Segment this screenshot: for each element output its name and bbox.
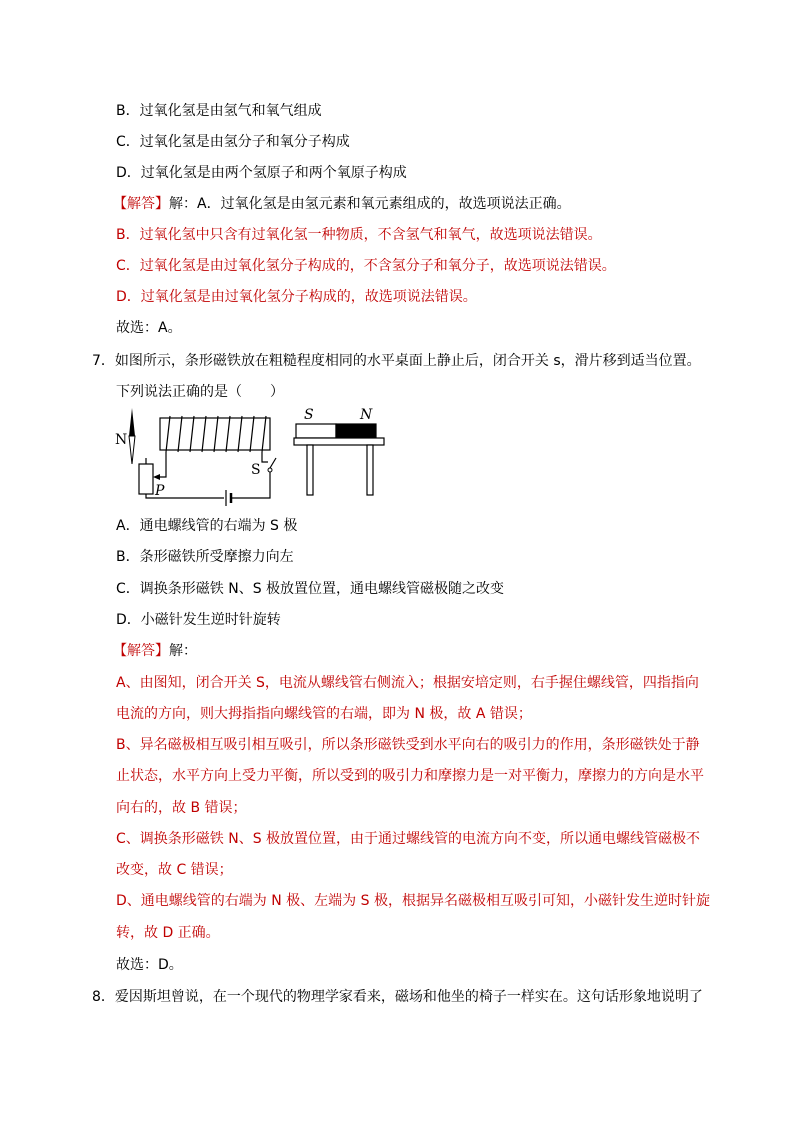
q6-option-b: B．过氧化氢是由氢气和氧气组成	[116, 103, 322, 119]
slider-arrow-icon	[153, 474, 160, 480]
q7-exp-b-2: 止状态，水平方向上受力平衡，所以受到的吸引力和摩擦力是一对平衡力，摩擦力的方向是水平	[116, 768, 704, 784]
q7-answer-head: 解：	[169, 643, 197, 659]
slider-p-label: P	[155, 483, 165, 499]
q6-answer-b: B．过氧化氢中只含有过氧化氢一种物质，不含氢气和氧气，故选项说法错误。	[116, 227, 602, 243]
q6-answer-c: C．过氧化氢是由过氧化氢分子构成的，不含氢分子和氧分子，故选项说法错误。	[116, 258, 616, 274]
q7-exp-c-2: 改变，故 C 错误；	[116, 862, 233, 878]
q7-exp-a-2: 电流的方向，则大拇指指向螺线管的右端，即为 N 极，故 A 错误；	[116, 706, 532, 722]
q7-stem-line-2: 下列说法正确的是（ ）	[116, 384, 284, 400]
q7-exp-b-3: 向右的，故 B 错误；	[116, 800, 247, 816]
q7-circuit-figure	[110, 402, 400, 512]
table	[294, 438, 384, 495]
q6-option-c: C．过氧化氢是由氢分子和氧分子构成	[116, 134, 350, 150]
q7-exp-d-2: 转，故 D 正确。	[116, 925, 220, 941]
rheostat	[139, 464, 153, 494]
battery-icon	[226, 490, 231, 506]
q6-option-d: D．过氧化氢是由两个氢原子和两个氧原子构成	[116, 165, 407, 181]
q7-option-b: B．条形磁铁所受摩擦力向左	[116, 549, 294, 565]
q7-option-c: C．调换条形磁铁 N、S 极放置位置，通电螺线管磁极随之改变	[116, 581, 505, 597]
answer-tag: 【解答】	[113, 196, 169, 212]
q7-exp-d-1: D、通电螺线管的右端为 N 极、左端为 S 极，根据异名磁极相互吸引可知，小磁针发生逆时针旋	[116, 893, 710, 909]
q6-answer-a: 解：A．过氧化氢是由氢元素和氧元素组成的，故选项说法正确。	[169, 196, 571, 212]
magnet-n-label: N	[360, 407, 373, 423]
q7-choice: 故选：D。	[116, 957, 183, 973]
q6-choice: 故选：A。	[116, 320, 182, 336]
q8-stem-line-1: 8．爱因斯坦曾说，在一个现代的物理学家看来，磁场和他坐的椅子一样实在。这句话形象地说明了	[92, 989, 703, 1005]
q7-answer-header	[113, 641, 197, 661]
switch-s-label: S	[251, 462, 261, 478]
q7-exp-b-1: B、异名磁极相互吸引相互吸引，所以条形磁铁受到水平向右的吸引力的作用，条形磁铁处于静	[116, 737, 700, 753]
bar-magnet-n-half	[336, 424, 376, 438]
switch-icon	[268, 458, 276, 472]
q6-answer-line-a	[113, 194, 571, 214]
q7-option-d: D．小磁针发生逆时针旋转	[116, 612, 281, 628]
compass-needle-icon	[129, 408, 135, 464]
q7-stem-line-1: 7．如图所示，条形磁铁放在粗糙程度相同的水平桌面上静止后，闭合开关 s，滑片移到适当位置。	[92, 353, 701, 369]
needle-n-label: N	[115, 432, 128, 448]
q7-exp-a-1: A、由图知，闭合开关 S，电流从螺线管右侧流入；根据安培定则，右手握住螺线管，四指指向	[116, 675, 699, 691]
answer-tag: 【解答】	[113, 643, 169, 659]
q6-answer-d: D．过氧化氢是由过氧化氢分子构成的，故选项说法错误。	[116, 289, 477, 305]
q7-exp-c-1: C、调换条形磁铁 N、S 极放置位置，由于通过螺线管的电流方向不变，所以通电螺线管磁极不	[116, 831, 701, 847]
solenoid-coil	[166, 416, 266, 452]
q7-option-a: A．通电螺线管的右端为 S 极	[116, 518, 298, 534]
bar-magnet-s-half	[296, 424, 336, 438]
magnet-s-label: S	[304, 407, 314, 423]
